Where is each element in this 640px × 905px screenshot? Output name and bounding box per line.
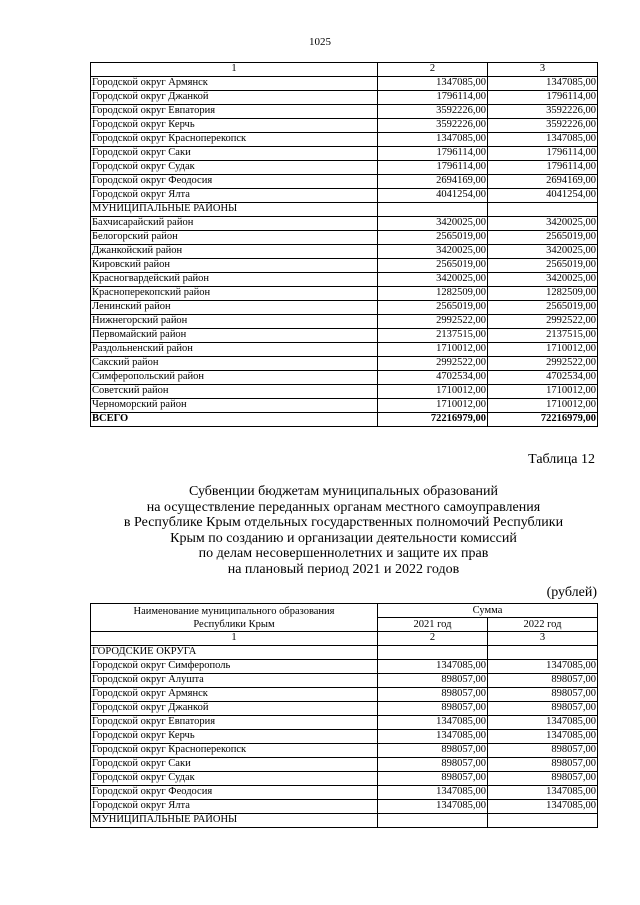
amount-2021-cell: 1282509,00 — [378, 287, 488, 301]
table-row — [91, 287, 598, 301]
amount-2022-cell: 898057,00 — [488, 674, 598, 688]
amount-2021-cell: 898057,00 — [378, 758, 488, 772]
region-name-cell: Городской округ Ялта — [91, 800, 378, 814]
column-number-row — [91, 63, 598, 77]
table-row — [91, 77, 598, 91]
amount-2022-cell: 1796114,00 — [488, 147, 598, 161]
table-row — [91, 273, 598, 287]
page-number: 1025 — [309, 36, 331, 48]
table-row — [91, 688, 598, 702]
column-number-cell: 3 — [488, 63, 598, 77]
amount-2021-cell: 898057,00 — [378, 702, 488, 716]
amount-2022-cell: 898057,00 — [488, 688, 598, 702]
amount-2022-cell: 2565019,00 — [488, 259, 598, 273]
region-name-cell: Красногвардейский район — [91, 273, 378, 287]
amount-2022-cell: 1347085,00 — [488, 133, 598, 147]
table-row — [91, 147, 598, 161]
amount-2021-cell: 1347085,00 — [378, 133, 488, 147]
table-label: Таблица 12 — [528, 452, 595, 467]
region-name-cell: Городской округ Евпатория — [91, 716, 378, 730]
region-name-cell: Городской округ Джанкой — [91, 91, 378, 105]
empty-cell — [378, 646, 488, 660]
region-name-cell: Городской округ Красноперекопск — [91, 133, 378, 147]
table-row — [91, 315, 598, 329]
heading-line: по делам несовершеннолетних и защите их прав — [198, 546, 489, 562]
amount-2022-cell: 1347085,00 — [488, 800, 598, 814]
region-name-cell: Раздольненский район — [91, 343, 378, 357]
table-row — [91, 730, 598, 744]
column-number-row — [91, 632, 598, 646]
amount-2021-cell: 3592226,00 — [378, 105, 488, 119]
column-number-cell: 2 — [378, 632, 488, 646]
table-row — [91, 716, 598, 730]
amount-2021-cell: 72216979,00 — [378, 413, 488, 427]
table-row — [91, 786, 598, 800]
table-row — [91, 189, 598, 203]
top-budget-table — [90, 62, 598, 427]
table-row — [91, 744, 598, 758]
amount-2021-cell: 3420025,00 — [378, 245, 488, 259]
amount-2022-cell: 4041254,00 — [488, 189, 598, 203]
section-title-cell: ГОРОДСКИЕ ОКРУГА — [91, 646, 378, 660]
heading-line: Субвенции бюджетам муниципальных образований — [188, 484, 499, 499]
amount-2022-cell: 1347085,00 — [488, 730, 598, 744]
region-name-cell: Городской округ Феодосия — [91, 175, 378, 189]
amount-2021-cell: 4702534,00 — [378, 371, 488, 385]
table-row — [91, 758, 598, 772]
region-name-cell: Ленинский район — [91, 301, 378, 315]
amount-2022-cell: 2992522,00 — [488, 315, 598, 329]
amount-2021-cell: 898057,00 — [378, 674, 488, 688]
region-name-cell: Белогорский район — [91, 231, 378, 245]
table-row — [91, 91, 598, 105]
region-name-cell: Бахчисарайский район — [91, 217, 378, 231]
region-name-cell: Нижнегорский район — [91, 315, 378, 329]
header-sum-cell: Сумма — [378, 604, 598, 618]
region-name-cell: ВСЕГО — [91, 413, 378, 427]
amount-2022-cell: 3592226,00 — [488, 119, 598, 133]
amount-2022-cell: 1347085,00 — [488, 786, 598, 800]
table-row — [91, 161, 598, 175]
region-name-cell: Городской округ Ялта — [91, 189, 378, 203]
amount-2022-cell: 2137515,00 — [488, 329, 598, 343]
table-row — [91, 259, 598, 273]
amount-2022-cell: 1347085,00 — [488, 660, 598, 674]
table-row — [91, 217, 598, 231]
region-name-cell: Симферопольский район — [91, 371, 378, 385]
region-name-cell: Советский район — [91, 385, 378, 399]
amount-2022-cell: 1347085,00 — [488, 716, 598, 730]
header-name-line: Наименование муниципального образования — [133, 605, 335, 617]
region-name-cell: Городской округ Керчь — [91, 119, 378, 133]
table-row — [91, 203, 598, 217]
amount-2022-cell: 2565019,00 — [488, 231, 598, 245]
region-name-cell: Городской округ Красноперекопск — [91, 744, 378, 758]
table-row — [91, 175, 598, 189]
amount-2022-cell: 1282509,00 — [488, 287, 598, 301]
amount-2021-cell: 2565019,00 — [378, 301, 488, 315]
table-row — [91, 343, 598, 357]
amount-2022-cell: 1710012,00 — [488, 399, 598, 413]
table-row — [91, 385, 598, 399]
column-number-cell: 1 — [91, 632, 378, 646]
amount-2021-cell: 1347085,00 — [378, 77, 488, 91]
amount-2021-cell: 2992522,00 — [378, 315, 488, 329]
amount-2021-cell — [378, 203, 488, 217]
table-row — [91, 301, 598, 315]
amount-2021-cell: 1796114,00 — [378, 147, 488, 161]
region-name-cell: Городской округ Феодосия — [91, 786, 378, 800]
amount-2021-cell: 1347085,00 — [378, 786, 488, 800]
region-name-cell: Городской округ Джанкой — [91, 702, 378, 716]
region-name-cell: Красноперекопский район — [91, 287, 378, 301]
amount-2021-cell: 2565019,00 — [378, 259, 488, 273]
table-row — [91, 231, 598, 245]
region-name-cell: Городской округ Евпатория — [91, 105, 378, 119]
heading-line: Крым по созданию и организации деятельности комиссий — [170, 530, 517, 546]
amount-2022-cell: 3420025,00 — [488, 217, 598, 231]
header-year-cell: 2021 год — [378, 618, 488, 632]
amount-2021-cell: 1710012,00 — [378, 399, 488, 413]
table-row — [91, 413, 598, 427]
amount-2022-cell: 3420025,00 — [488, 273, 598, 287]
region-name-cell: Черноморский район — [91, 399, 378, 413]
amount-2021-cell: 1347085,00 — [378, 800, 488, 814]
empty-cell — [488, 646, 598, 660]
region-name-cell: Городской округ Судак — [91, 772, 378, 786]
amount-2021-cell: 1347085,00 — [378, 660, 488, 674]
table-row — [91, 674, 598, 688]
region-name-cell: МУНИЦИПАЛЬНЫЕ РАЙОНЫ — [91, 203, 378, 217]
header-row — [91, 604, 598, 618]
column-number-cell: 2 — [378, 63, 488, 77]
region-name-cell: Первомайский район — [91, 329, 378, 343]
amount-2021-cell: 1710012,00 — [378, 385, 488, 399]
header-name-line: Республики Крым — [193, 618, 275, 630]
amount-2021-cell: 3420025,00 — [378, 273, 488, 287]
bottom-table-body — [91, 604, 598, 828]
amount-2021-cell: 2565019,00 — [378, 231, 488, 245]
bottom-budget-table — [90, 603, 598, 828]
amount-2021-cell: 4041254,00 — [378, 189, 488, 203]
section-title-cell: МУНИЦИПАЛЬНЫЕ РАЙОНЫ — [91, 814, 378, 828]
top-table-body — [91, 63, 598, 427]
amount-2021-cell: 1347085,00 — [378, 730, 488, 744]
table-row — [91, 329, 598, 343]
amount-2022-cell: 3420025,00 — [488, 245, 598, 259]
units-label: (рублей) — [546, 585, 597, 600]
amount-2021-cell: 2694169,00 — [378, 175, 488, 189]
table-row — [91, 399, 598, 413]
amount-2022-cell: 2992522,00 — [488, 357, 598, 371]
region-name-cell: Городской округ Симферополь — [91, 660, 378, 674]
table-heading — [90, 484, 597, 578]
region-name-cell: Городской округ Саки — [91, 147, 378, 161]
amount-2021-cell: 2992522,00 — [378, 357, 488, 371]
amount-2021-cell: 3592226,00 — [378, 119, 488, 133]
region-name-cell: Городской округ Керчь — [91, 730, 378, 744]
amount-2021-cell: 1710012,00 — [378, 343, 488, 357]
table-row — [91, 357, 598, 371]
amount-2022-cell: 3592226,00 — [488, 105, 598, 119]
region-name-cell: Городской округ Саки — [91, 758, 378, 772]
region-name-cell: Городской округ Армянск — [91, 77, 378, 91]
heading-line: на плановый период 2021 и 2022 годов — [227, 561, 460, 577]
amount-2022-cell — [488, 203, 598, 217]
empty-cell — [488, 814, 598, 828]
empty-cell — [378, 814, 488, 828]
amount-2021-cell: 1347085,00 — [378, 716, 488, 730]
amount-2022-cell: 898057,00 — [488, 702, 598, 716]
amount-2022-cell: 1796114,00 — [488, 91, 598, 105]
column-number-cell: 3 — [488, 632, 598, 646]
table-row — [91, 119, 598, 133]
amount-2021-cell: 3420025,00 — [378, 217, 488, 231]
amount-2021-cell: 898057,00 — [378, 744, 488, 758]
table-row — [91, 133, 598, 147]
heading-line: на осуществление переданных органам местного самоуправления — [146, 499, 541, 515]
amount-2022-cell: 898057,00 — [488, 744, 598, 758]
amount-2021-cell: 1796114,00 — [378, 91, 488, 105]
table-row — [91, 245, 598, 259]
region-name-cell: Городской округ Судак — [91, 161, 378, 175]
column-number-cell: 1 — [91, 63, 378, 77]
amount-2022-cell: 4702534,00 — [488, 371, 598, 385]
amount-2021-cell: 1796114,00 — [378, 161, 488, 175]
table-row — [91, 105, 598, 119]
region-name-cell: Городской округ Армянск — [91, 688, 378, 702]
table-row — [91, 371, 598, 385]
section-row — [91, 646, 598, 660]
amount-2022-cell: 72216979,00 — [488, 413, 598, 427]
table-row — [91, 660, 598, 674]
amount-2021-cell: 898057,00 — [378, 772, 488, 786]
table-row — [91, 772, 598, 786]
region-name-cell: Кировский район — [91, 259, 378, 273]
section-row — [91, 814, 598, 828]
header-name-cell — [91, 604, 378, 632]
amount-2022-cell: 898057,00 — [488, 758, 598, 772]
region-name-cell: Сакский район — [91, 357, 378, 371]
region-name-cell: Джанкойский район — [91, 245, 378, 259]
table-row — [91, 702, 598, 716]
amount-2022-cell: 1710012,00 — [488, 343, 598, 357]
amount-2022-cell: 2565019,00 — [488, 301, 598, 315]
region-name-cell: Городской округ Алушта — [91, 674, 378, 688]
amount-2022-cell: 2694169,00 — [488, 175, 598, 189]
amount-2022-cell: 1796114,00 — [488, 161, 598, 175]
amount-2022-cell: 1347085,00 — [488, 77, 598, 91]
header-year-cell: 2022 год — [488, 618, 598, 632]
amount-2022-cell: 898057,00 — [488, 772, 598, 786]
table-row — [91, 800, 598, 814]
heading-line: в Республике Крым отдельных государственных полномочий Республики — [123, 515, 564, 531]
amount-2022-cell: 1710012,00 — [488, 385, 598, 399]
amount-2021-cell: 898057,00 — [378, 688, 488, 702]
amount-2021-cell: 2137515,00 — [378, 329, 488, 343]
